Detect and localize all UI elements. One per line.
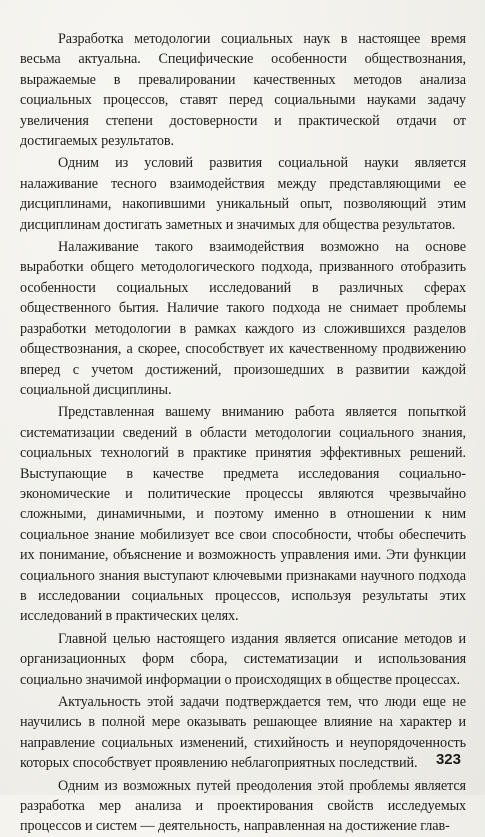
paragraph-2: Одним из условий развития социальной науки является налаживание тесного взаимодействия между представляющими ее дисциплинами, накопившими уникальный опыт, позволяющий этим дисциплинам достигать заметных и значимых для общества результатов. — [20, 155, 466, 233]
paragraph-4: Представленная вашему вниманию работа является попыткой систематизации сведений в области методологии социального знания, социальных технологий в практике принятия эффективных решений. Выступающие в качестве предмета исследования социально-экономические и политические процессы являются чрезвычайно сложными, динамичными, и поэтому именно в отношении к ним социальное знание мобилизует все свои способности, чтобы обеспечить их понимание, объяснение и возможность управления ими. Эти функции социального знания выступают ключевыми признаками научного подхода в исследовании социальных процессов, используя результаты этих исследований в практических целях. — [20, 404, 466, 625]
paragraph-7: Одним из возможных путей преодоления этой проблемы является разработка мер анализа и проектирования свойств исследуемых процессов и систем — деятельность, направленная на достижение глав- — [20, 777, 466, 835]
paragraph-1: Разработка методологии социальных наук в настоящее время весьма актуальна. Специфические особенности обществознания, выражаемые в превалировании качественных методов анализа социальных процессов, ставят перед социальными науками задачу увеличения степени достоверности и практической отдачи от достигаемых результатов. — [20, 31, 466, 150]
paragraph-5: Главной целью настоящего издания является описание методов и организационных форм сбора, систематизации и использования социально значимой информации о происходящих в обществе процессах. — [20, 630, 466, 688]
page-text-body — [20, 29, 466, 837]
page-number: 323 — [435, 751, 461, 768]
paragraph-6: Актуальность этой задачи подтверждается тем, что люди еще не научились в полной мере оказывать решающее влияние на характер и направление социальных изменений, стихийность и неупорядоченность которых способствует проявлению неблагоприятных последствий. — [20, 694, 466, 772]
paragraph-3: Налаживание такого взаимодействия возможно на основе выработки общего методологического подхода, призванного отобразить особенности социальных исследований в различных сферах общественного бытия. Наличие такого подхода не снимает проблемы разработки методологии в рамках каждого из сложившихся разделов обществознания, а скорее, способствует их качественному продвижению вперед с учетом достижений, произошедших в развитии каждой социальной дисциплины. — [20, 239, 466, 398]
